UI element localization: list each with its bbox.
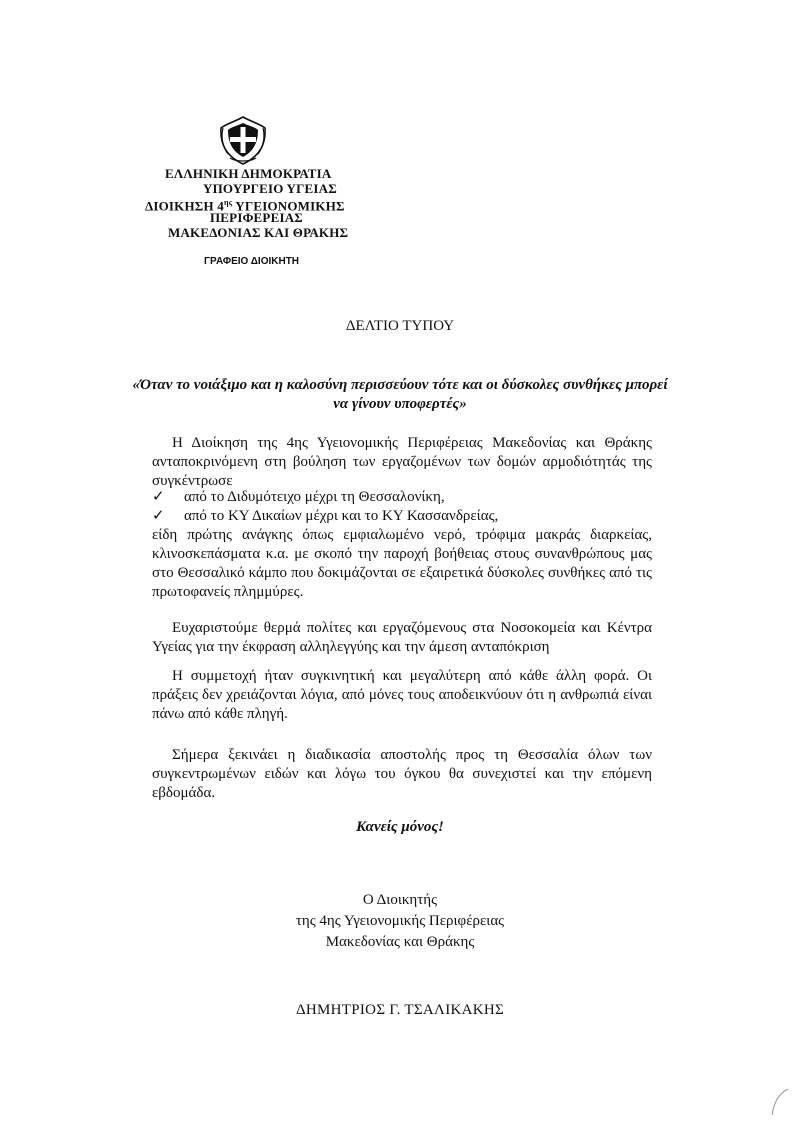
header-line-administration: ΔΙΟΙΚΗΣΗ $4^{\eta\varsigma}$ ΥΓΕΙΟΝΟΜΙΚΗΣ	[145, 198, 345, 214]
participation-paragraph: Η συμμετοχή ήταν συγκινητική και μεγαλύτερη από κάθε άλλη φορά. Οι πράξεις δεν χρειάζονται λόγια, από μόνες τους αποδεικνύουν ότι η ανθρωπιά είναι πάνω από κάθε πληγή.	[152, 668, 652, 722]
header-line-ministry: ΥΠΟΥΡΓΕΙΟ ΥΓΕΙΑΣ	[203, 181, 337, 196]
dispatch-paragraph: Σήμερα ξεκινάει η διαδικασία αποστολής προς τη Θεσσαλία όλων των συγκεντρωμένων ειδών και λόγω του όγκου θα συνεχιστεί και την επόμενη εβδομάδα.	[152, 747, 652, 801]
checkmark-icon: ✓	[152, 489, 165, 505]
checkmark-icon: ✓	[152, 508, 165, 524]
header-line-macedonia-thrace: ΜΑΚΕΔΟΝΙΑΣ ΚΑΙ ΘΡΑΚΗΣ	[168, 225, 349, 240]
document-title: ΔΕΛΤΙΟ ΤΥΠΟΥ	[345, 318, 455, 334]
signature-area: Μακεδονίας και Θράκης	[325, 934, 475, 950]
header-line-region: ΠΕΡΙΦΕΡΕΙΑΣ	[210, 210, 303, 225]
signatory-name: ΔΗΜΗΤΡΙΟΣ Γ. ΤΣΑΛΙΚΑΚΗΣ	[295, 1002, 505, 1018]
bullet-list	[152, 488, 652, 526]
supplies-paragraph: είδη πρώτης ανάγκης όπως εμφιαλωμένο νερό, τρόφιμα μακράς διαρκείας, κλινοσκεπάσματα κ.α. με σκοπό την παροχή βοήθειας στους συνανθρώπους μας στο Θεσσαλικό κάμπο που δοκιμάζονται σε εξαιρετικά δύσκολες συνθήκες από τις πρωτοφανείς πλημμύρες.	[152, 527, 652, 600]
closing-slogan: Κανείς μόνος!	[356, 819, 444, 835]
signature-region: της 4ης Υγειονομικής Περιφέρειας	[295, 913, 505, 929]
intro-paragraph: Η Διοίκηση της 4ης Υγειονομικής Περιφέρειας Μακεδονίας και Θράκης ανταποκρινόμενη στη βούληση των εργαζομένων των δομών αρμοδιότητάς της συγκέντρωσε	[152, 435, 652, 489]
header-office: ΓΡΑΦΕΙΟ ΔΙΟΙΚΗΤΗ	[204, 256, 300, 267]
greek-coat-of-arms-icon	[218, 114, 268, 166]
scan-corner-mark	[770, 1087, 790, 1117]
headline-quote: «Όταν το νοιάξιμο και η καλοσύνη περισσεύουν τότε και οι δύσκολες συνθήκες μπορεί να γίνουν υποφερτές»	[132, 377, 668, 412]
thanks-paragraph: Ευχαριστούμε θερμά πολίτες και εργαζόμενους στα Νοσοκομεία και Κέντρα Υγείας για την έκφραση αλληλεγγύης και την άμεση ανταπόκριση	[152, 620, 652, 655]
list-item: ✓ από το ΚΥ Δικαίων μέχρι και το ΚΥ Κασσανδρείας,	[152, 508, 499, 524]
signature-title: Ο Διοικητής	[362, 892, 438, 908]
header-line-republic: ΕΛΛΗΝΙΚΗ ΔΗΜΟΚΡΑΤΙΑ	[165, 166, 332, 181]
list-item: ✓ από το Διδυμότειχο μέχρι τη Θεσσαλονίκη,	[152, 489, 445, 505]
